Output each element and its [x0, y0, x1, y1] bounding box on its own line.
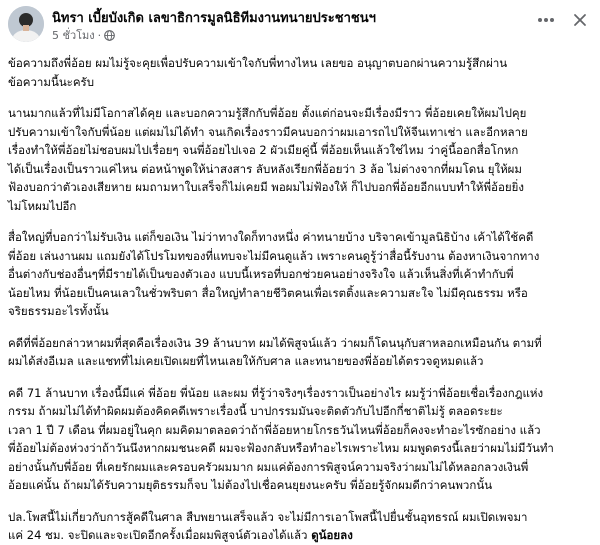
post-paragraph: คดีที่พี่อ้อยกล่าวหาผมที่สุดคือเรื่องเงิน 39 ล้านบาท ผมได้พิสูจน์แล้ว ว่าผมก็โดนนุกับสาหลอกเหมือนกัน ตามที่ ผมได้ส่งอีเมล และแชทที่ไม่เคยเปิดเผยที่ไหนเลยให้กับศาล และทนายของพี่อ้อยได้ตรวจดูหมดแล้ว: [8, 335, 542, 368]
post-meta: [52, 26, 115, 44]
post-paragraph-last: [8, 508, 594, 545]
more-options-button[interactable]: [534, 10, 558, 30]
post-paragraph: สื่อใหญ่ที่บอกว่าไม่รับเงิน แต่ก็ขอเงิน ไม่ว่าทางใดก็ทางหนึ่ง ค่าทนายบ้าง บริจาคเข้ามูลนิธิบ้าง เค้าได้ใช้คดี พี่อ้อย เล่นงานผม แถมยังได้โปรโมทของที่แทบจะไม่มีคนดูแล้ว เพราะคนดูรู้ว่าสื่อนี้รับงาน ต้องหาเงินจากทาง อื่นต่างกับช่องอื่นๆที่มีรายได้เป็นของตัวเอง แบบนี้เหรอที่บอกช่วยคนอย่างจริงใจ แล้วเห็นสิ่งที่เค้าทำกับพี่ น้อยไหม ที่น้อยเป็นคนเลวในชั่วพริบตา สื่อใหญ่ทำลายชีวิตคนเพื่อเรตติ้งและความสะใจ ไม่มีคุณธรรม หรือ จริยธรรมอะไรทั้งนั้น: [8, 230, 540, 318]
author-avatar[interactable]: [8, 6, 44, 42]
post-paragraph: นานมากแล้วที่ไม่มีโอกาสได้คุย และบอกความรู้สึกกับพี่อ้อย ตั้งแต่ก่อนจะมีเรื่องมีราว พี่อ้อยเคยให้ผมไปคุย ปรับความเข้าใจกับพี่น้อย แต่ผมไม่ได้ทำ จนเกิดเรื่องราวมีคนบอกว่าผมเอารถไปให้จีนเทาเช่า และอีกหลาย เรื่องทำให้พี่อ้อยไม่ชอบผมไปเรื่อยๆ จนพี่อ้อยไปเจอ 2 ผัวเมียคู่นี้ พี่อ้อยเห็นแล้วใช่ไหม ว่าคู่นี้ออกสื่อโกหก ได้เป็นเรื่องเป็นราวแค่ไหน ต่อหน้าพูดให้น่าสงสาร ลับหลังเรียกพี่อ้อยว่า 3 ล้อ ไม่ต่างจากที่ผมโดน ยุให้ผม ฟ้องบอกว่าตัวเองเสียหาย ผมถามหาใบเสร็จก็ไม่เคยมี พอผมไม่ฟ้องให้ ก็ไปบอกพี่อ้อยอีกแบบทำให้พี่อ้อยยิ่ง ไม่โหผมไปอีก: [8, 106, 528, 213]
close-icon: [573, 13, 587, 27]
close-button[interactable]: [568, 8, 592, 32]
meta-separator: ·: [97, 28, 102, 42]
see-less-link[interactable]: ดูน้อยลง: [311, 528, 353, 542]
post-body: [8, 54, 594, 545]
post-paragraph: คดี 71 ล้านบาท เรื่องนี้มีแค่ พี่อ้อย พี่น้อย และผม ที่รู้ว่าจริงๆเรื่องราวเป็นอย่างไร ผมรู้ว่าพี่อ้อยเชื่อเรื่องกฎแห่ง กรรม ถ้าผมไม่ได้ทำผิดผมต้องคิดคดีเพราะเรื่องนี้ บาปกรรมมันจะติดตัวกับไปอีกกี่ชาติไม่รู้ ตลอดระยะ เวลา 1 ปี 7 เดือน ที่ผมอยู่ในคุก ผมคิดมาตลอดว่าถ้าพี่อ้อยหายโกรธวันไหนพี่อ้อยก็คงจะทำอะไรซักอย่าง แล้ว พี่อ้อยไม่ต้องห่วงว่าถ้าวันนึงหากผมชนะคดี ผมจะฟ้องกลับหรือทำอะไรเพราะไหม ผมพูดตรงนี้เลยว่าผมไม่มีวันทำ อย่างนั้นกับพี่อ้อย ที่เคยรักผมและครอบครัวผมมาก ผมแค่ต้องการพิสูจน์ความจริงว่าผมไม่ได้หลอกลวงเงินพี่ อ้อยแค่นั้น ถ้าผมได้รับความยุติธรรมก็จบ ไม่ต้องไปเชื่อคนยุยงนะครับ พี่อ้อยรู้จักผมดีกว่าคนพวกนั้น: [8, 385, 554, 492]
post-paragraph: ข้อความถึงพี่อ้อย ผมไม่รู้จะคุยเพื่อปรับความเข้าใจกับพี่ทางไหน เลยขอ อนุญาตบอกผ่านความรู้สึกผ่าน ข้อความนี้นะครับ: [8, 56, 508, 89]
post-header: [0, 0, 600, 52]
post-paragraph-text: ปล.โพสนี้ไม่เกี่ยวกับการสู้คดีในศาล สืบพยานเสร็จแล้ว จะไม่มีการเอาโพสนี้ไปยื่นชั้นอุทธรณ์ ผมเปิดเพจมา แค่ 24 ชม. จะปิดและจะเปิดอีกครั้งเมื่อผมพิสูจน์ตัวเองได้แล้ว: [8, 509, 528, 542]
post-timestamp[interactable]: 5 ชั่วโมง: [52, 29, 95, 42]
globe-icon: [104, 30, 115, 41]
more-options-icon: [537, 17, 555, 23]
avatar-image: [8, 6, 44, 42]
author-name[interactable]: นิทรา เบี้ยบังเกิด เลขาธิการมูลนิธิทีมงานทนายประชาชนฯ: [52, 11, 376, 26]
